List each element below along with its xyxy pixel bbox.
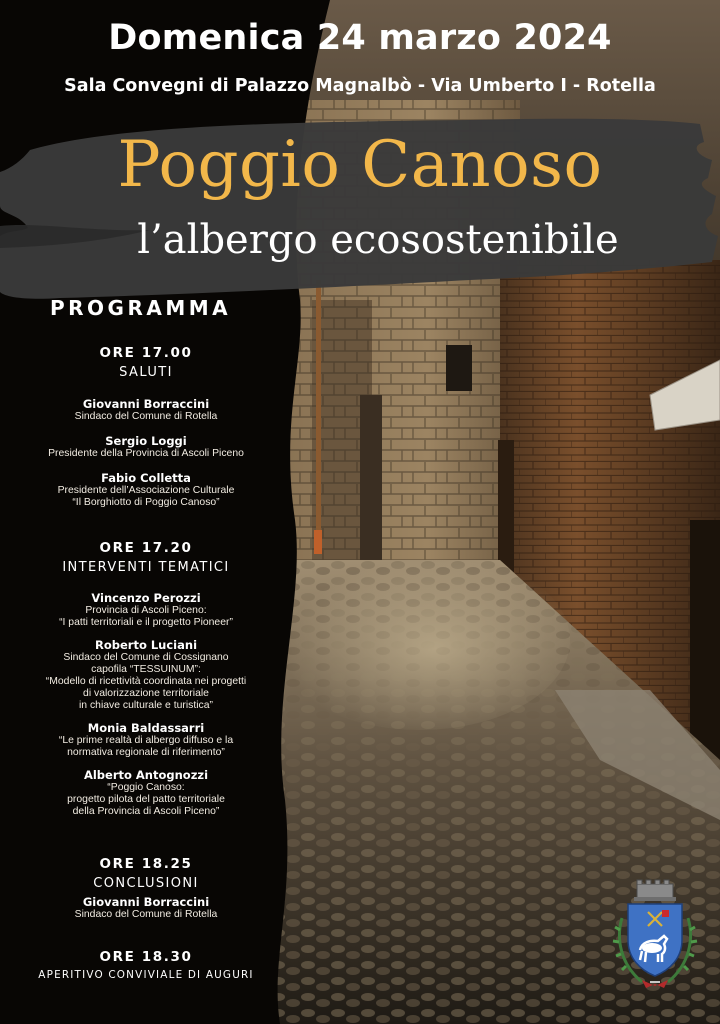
- event-subtitle: l’albergo ecosostenibile: [137, 217, 619, 263]
- program-block-aperitivo: [18, 949, 274, 981]
- speaker-role: Sindaco del Comune di Rotella: [74, 909, 218, 920]
- speaker-name: Sergio Loggi: [105, 434, 187, 448]
- time-slot: ORE 17.00: [99, 345, 193, 361]
- event-venue: Sala Convegni di Palazzo Magnalbò - Via Umberto I - Rotella: [64, 76, 656, 96]
- speaker-name: Giovanni Borraccini: [82, 397, 210, 411]
- speaker-item: [18, 895, 274, 921]
- time-slot: ORE 18.25: [99, 856, 193, 872]
- speaker-item: [18, 434, 274, 460]
- speaker-role: Sindaco del Comune di Cossignano capofila “TESSUINUM”: “Modello di ricettività coordinata nei progetti di valorizzazione territoriale in chiave culturale e turistica”: [45, 652, 247, 711]
- speaker-name: Alberto Antognozzi: [83, 768, 209, 782]
- speaker-item: [18, 591, 274, 629]
- final-item: APERITIVO CONVIVIALE DI AUGURI: [38, 969, 254, 981]
- speaker-item: [18, 397, 274, 423]
- program-heading: PROGRAMMA: [50, 296, 232, 320]
- speaker-name: Giovanni Borraccini: [82, 895, 210, 909]
- event-title: Poggio Canoso: [117, 128, 603, 202]
- speaker-item: [18, 638, 274, 712]
- time-slot: ORE 18.30: [99, 949, 193, 965]
- speaker-item: [18, 471, 274, 509]
- program-block-saluti: [18, 345, 274, 509]
- section-title: CONCLUSIONI: [93, 876, 199, 891]
- speaker-role: “Le prime realtà di albergo diffuso e la normativa regionale di riferimento”: [58, 735, 234, 758]
- speaker-role: “Poggio Canoso: progetto pilota del patto territoriale della Provincia di Ascoli Piceno”: [67, 782, 225, 817]
- speaker-item: [18, 721, 274, 759]
- municipal-coat-of-arms-icon: [612, 878, 698, 990]
- section-title: SALUTI: [119, 365, 173, 380]
- time-slot: ORE 17.20: [99, 540, 193, 556]
- speaker-item: [18, 768, 274, 818]
- event-date: Domenica 24 marzo 2024: [108, 18, 612, 58]
- section-title: INTERVENTI TEMATICI: [62, 560, 230, 575]
- speaker-name: Fabio Colletta: [101, 471, 191, 485]
- speaker-role: Presidente dell’Associazione Culturale “Il Borghiotto di Poggio Canoso”: [57, 485, 235, 508]
- speaker-role: Provincia di Ascoli Piceno: “I patti territoriali e il progetto Pioneer”: [59, 605, 233, 628]
- speaker-role: Presidente della Provincia di Ascoli Piceno: [48, 448, 244, 459]
- speaker-name: Vincenzo Perozzi: [91, 591, 201, 605]
- program-block-interventi: [18, 540, 274, 818]
- speaker-role: Sindaco del Comune di Rotella: [74, 411, 218, 422]
- speaker-name: Monia Baldassarri: [87, 721, 205, 735]
- speaker-name: Roberto Luciani: [94, 638, 198, 652]
- program-block-conclusioni: [18, 856, 274, 921]
